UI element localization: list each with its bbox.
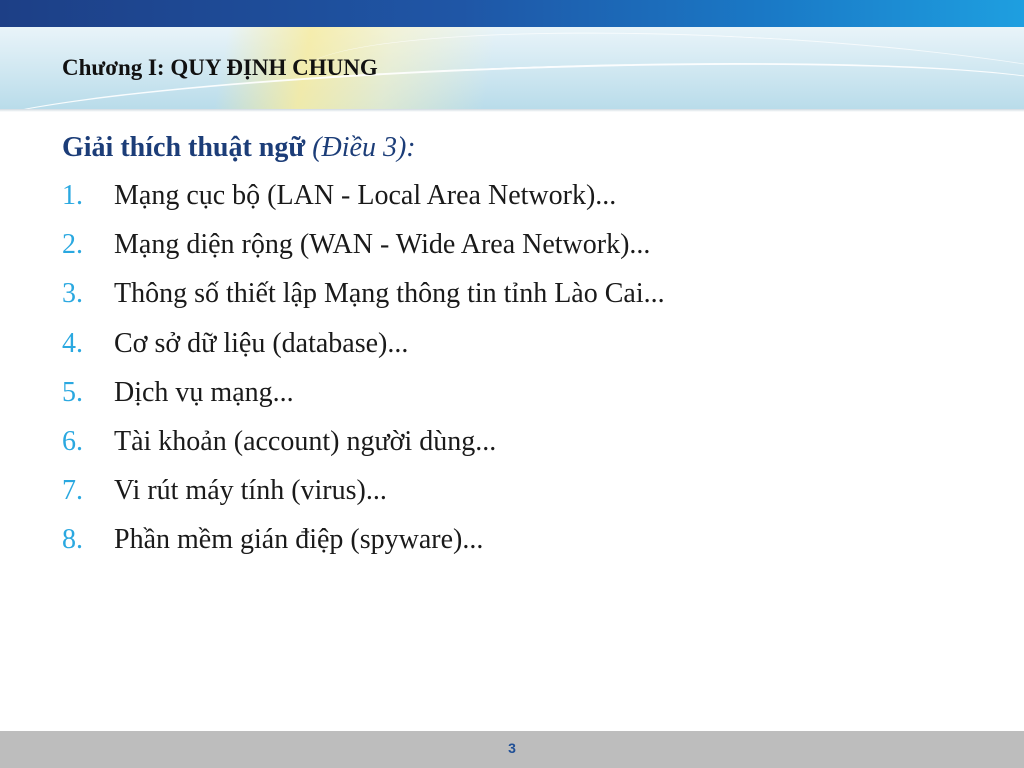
- list-item-number: 2.: [62, 229, 83, 261]
- list-item-text: Tài khoản (account) người dùng...: [114, 425, 497, 457]
- list-item-text: Vi rút máy tính (virus)...: [114, 475, 387, 507]
- slide-footer: [0, 731, 1024, 768]
- list-item: [62, 475, 1002, 524]
- slide-header: [0, 27, 1024, 109]
- list-item-number: 3.: [62, 278, 83, 310]
- list-item: [62, 377, 1002, 426]
- term-list: [62, 180, 1002, 574]
- list-item-text: Mạng diện rộng (WAN - Wide Area Network)...: [114, 229, 651, 261]
- section-heading-text: Giải thích thuật ngữ: [62, 132, 306, 163]
- slide-body: [62, 130, 1002, 574]
- list-item: [62, 278, 1002, 327]
- list-item-text: Dịch vụ mạng...: [114, 376, 294, 408]
- section-heading: [62, 130, 1002, 166]
- slide-title: Chương I: QUY ĐỊNH CHUNG: [62, 55, 378, 80]
- list-item: [62, 180, 1002, 229]
- section-heading-reference: (Điều 3):: [312, 132, 416, 163]
- list-item: [62, 328, 1002, 377]
- list-item-text: Cơ sở dữ liệu (database)...: [114, 327, 409, 359]
- list-item-text: Phần mềm gián điệp (spyware)...: [114, 524, 484, 556]
- list-item-text: Thông số thiết lập Mạng thông tin tỉnh Lào Cai...: [114, 278, 665, 310]
- list-item-number: 7.: [62, 475, 83, 507]
- list-item: [62, 426, 1002, 475]
- list-item-number: 1.: [62, 180, 83, 211]
- list-item: [62, 524, 1002, 573]
- list-item-number: 8.: [62, 524, 83, 556]
- header-divider: [0, 109, 1024, 112]
- list-item-text: Mạng cục bộ (LAN - Local Area Network)...: [114, 180, 617, 211]
- top-accent-bar: [0, 0, 1024, 27]
- page-number: 3: [508, 740, 516, 756]
- list-item-number: 6.: [62, 425, 83, 457]
- header-decoration: [297, 27, 1024, 109]
- list-item: [62, 229, 1002, 278]
- list-item-number: 4.: [62, 327, 83, 359]
- list-item-number: 5.: [62, 376, 83, 408]
